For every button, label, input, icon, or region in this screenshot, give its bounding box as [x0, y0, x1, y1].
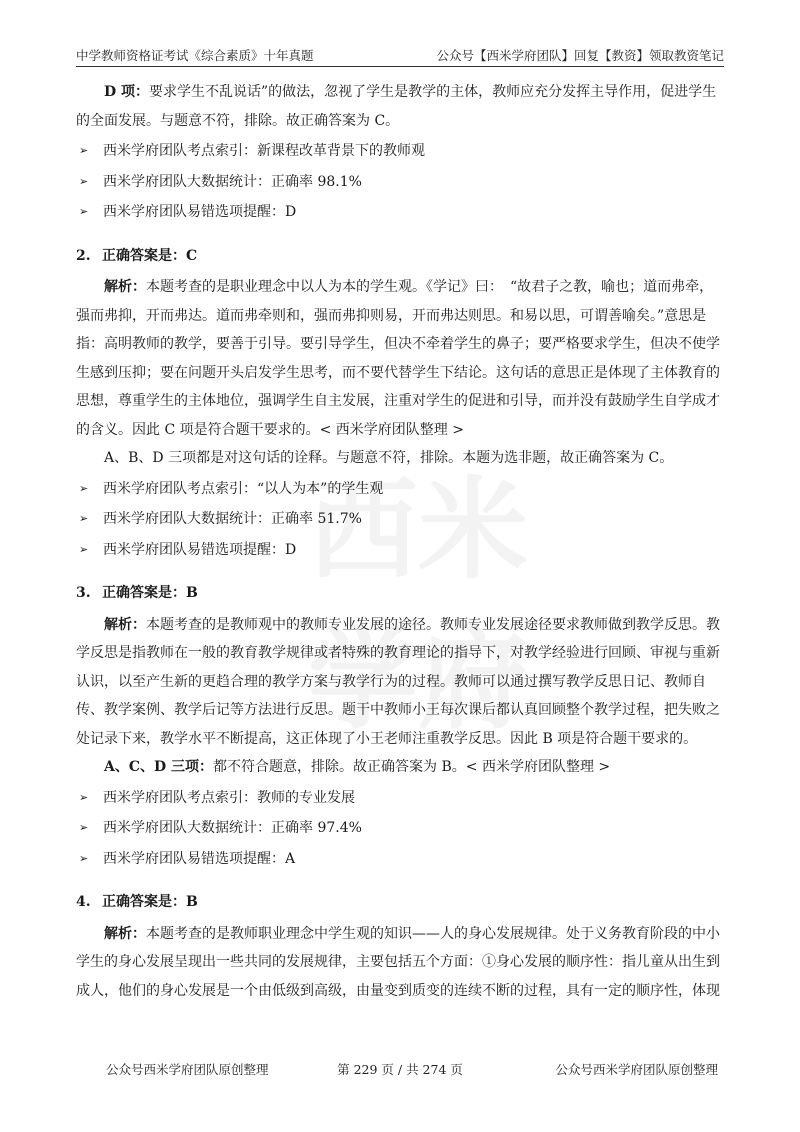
arrow-bullet-icon: ➢ — [79, 205, 89, 218]
bullet-item — [76, 814, 724, 843]
arrow-bullet-icon: ➢ — [79, 174, 89, 188]
analysis-label: 解析： — [104, 616, 146, 633]
bullet-item — [76, 845, 724, 874]
bullet-text: 西米学府团队易错选项提醒：A — [103, 850, 296, 867]
question-number: 3. — [76, 585, 91, 601]
footer-left-text: 公众号西米学府团队原创整理 — [106, 1062, 269, 1077]
question-2-heading — [76, 242, 724, 271]
question-answer: 正确答案是：B — [102, 585, 198, 601]
footer-right-text: 公众号西米学府团队原创整理 — [555, 1062, 718, 1077]
document-body — [76, 78, 724, 1005]
bullet-item — [76, 536, 724, 565]
arrow-bullet-icon: ➢ — [79, 512, 89, 525]
q3-analysis — [76, 611, 724, 754]
bullet-item — [76, 137, 724, 166]
q2-others: A、B、D 三项都是对这句话的诠释。与题意不符，排除。本题为选非题，故正确答案为 C。 — [104, 450, 674, 466]
bullet-text: 西米学府团队易错选项提醒：D — [103, 541, 297, 558]
bullet-text: 西米学府团队大数据统计：正确率 97.4% — [103, 820, 362, 836]
others-label: A、C、D 三项： — [104, 759, 214, 775]
q2-analysis — [76, 273, 724, 444]
analysis-text: 本题考查的是教师职业理念中学生观的知识——人的身心发展规律。处于义务教育阶段的中小学生的身心发展呈现出一些共同的发展规律，主要包括五个方面：①身心发展的顺序性：指儿童从出生到成人，他们的身心发展是一个由低级到高级，由量变到质变的连续不断的过程，具有一定的顺序性，体现 — [76, 925, 720, 999]
header-left-text: 中学教师资格证考试《综合素质》十年真题 — [76, 48, 314, 63]
d-option-label: D 项： — [104, 84, 150, 100]
bullet-item — [76, 475, 724, 504]
d-option-paragraph — [76, 78, 724, 135]
bullet-item — [76, 505, 724, 534]
bullet-text: 西米学府团队大数据统计：正确率 98.1% — [103, 173, 362, 190]
page-footer — [76, 1060, 724, 1080]
question-answer: 正确答案是：B — [102, 894, 198, 910]
bullet-item — [76, 198, 724, 227]
question-number: 2. — [76, 247, 91, 264]
analysis-text: 本题考查的是职业理念中以人为本的学生观。《学记》曰： “故君子之教，喻也；道而弗牵，强而弗抑，开而弗达。道而弗牵则和，强而弗抑则易，开而弗达则思。和易以思，可谓善喻矣。”意思是指：高明教师的教学，要善于引导。要引导学生，但决不牵着学生的鼻子；要严格要求学生，但决不使学生感到压抑；要在问题开头启发学生思考，而不要代替学生下结论。这句话的意思正是体现了主体教育的思想，尊重学生的主体地位，强调学生自主发展，注重对学生的促进和引导，而并没有鼓励学生自学成才的含义。因此 C 项是符合题干要求的。< 西米学府团队整理 > — [76, 279, 720, 438]
arrow-bullet-icon: ➢ — [79, 481, 89, 495]
q3-others — [76, 753, 724, 782]
question-number: 4. — [76, 894, 91, 910]
arrow-bullet-icon: ➢ — [79, 821, 89, 834]
analysis-label: 解析： — [104, 925, 146, 942]
d-option-text: 要求学生不乱说话”的做法，忽视了学生是教学的主体，教师应充分发挥主导作用，促进学生的全面发展。与题意不符，排除。故正确答案为 C。 — [76, 84, 717, 129]
arrow-bullet-icon: ➢ — [79, 851, 89, 865]
bullet-text: 西米学府团队易错选项提醒：D — [103, 204, 297, 220]
page-number: 第 229 页 / 共 274 页 — [337, 1062, 463, 1077]
bullet-item — [76, 784, 724, 813]
arrow-bullet-icon: ➢ — [79, 144, 89, 157]
analysis-text: 本题考查的是教师观中的教师专业发展的途径。教师专业发展途径要求教师做到教学反思。教学反思是指教师在一般的教育教学规律或者特殊的教育理论的指导下，对教学经验进行回顾、审视与重新认识，以至产生新的更趋合理的教学方案与教学行为的过程。教师可以通过撰写教学反思日记、教师自传、教学案例、教学后记等方法进行反思。题干中教师小王每次课后都认真回顾整个教学过程，把失败之处记录下来，教学水平不断提高，这正体现了小王老师注重教学反思。因此 B 项是符合题干要求的。 — [76, 616, 720, 747]
q4-analysis — [76, 920, 724, 1006]
question-answer: 正确答案是：C — [102, 247, 198, 264]
bullet-text: 西米学府团队大数据统计：正确率 51.7% — [103, 511, 362, 527]
arrow-bullet-icon: ➢ — [79, 542, 89, 556]
bullet-item — [76, 168, 724, 197]
header-right-text: 公众号【西米学府团队】回复【教资】领取教资笔记 — [436, 48, 724, 63]
others-text: 都不符合题意，排除。故正确答案为 B。< 西米学府团队整理 > — [213, 759, 611, 775]
analysis-label: 解析： — [104, 279, 146, 295]
bullet-text: 西米学府团队考点索引：新课程改革背景下的教师观 — [103, 143, 425, 159]
page-header — [76, 44, 724, 67]
bullet-text: 西米学府团队考点索引：教师的专业发展 — [103, 789, 355, 806]
question-3-heading — [76, 579, 724, 608]
arrow-bullet-icon: ➢ — [79, 790, 89, 804]
question-4-heading — [76, 888, 724, 917]
bullet-text: 西米学府团队考点索引：“以人为本”的学生观 — [103, 480, 384, 497]
